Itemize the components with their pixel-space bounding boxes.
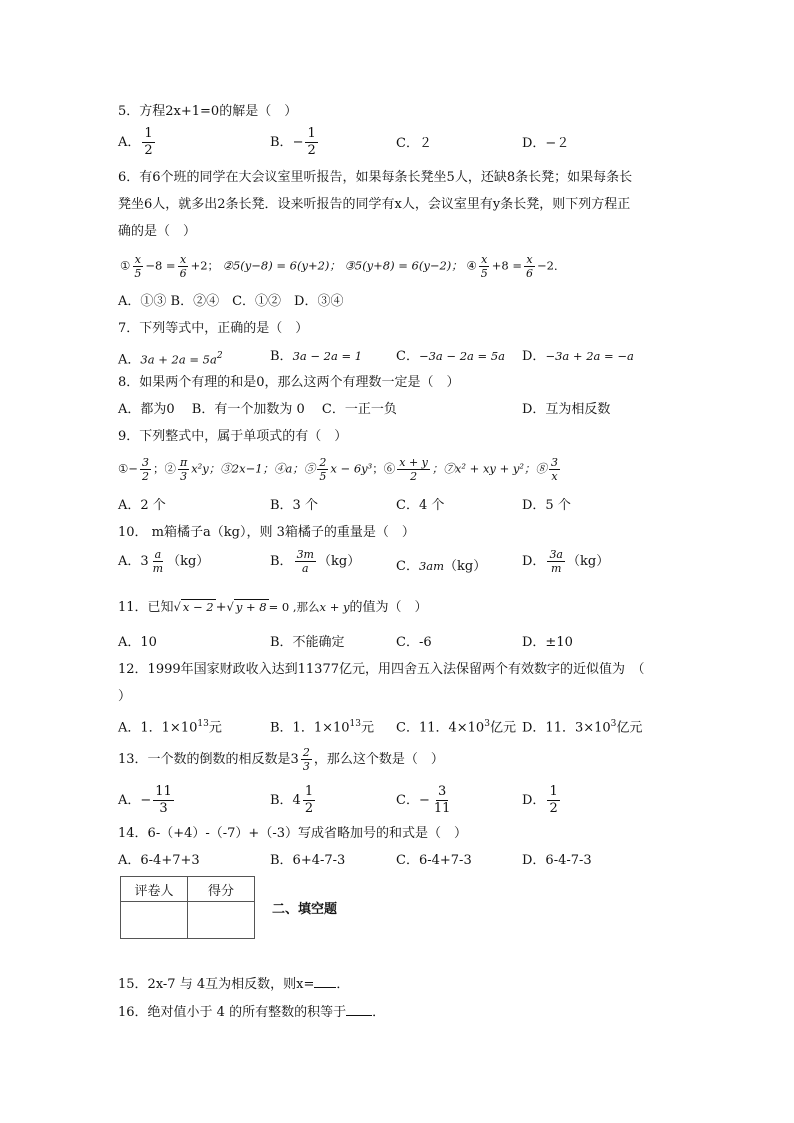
q5-option-a: A． $\frac{1}{2}$ <box>118 126 153 158</box>
q7-stem: 7．下列等式中，正确的是（ ） <box>118 321 309 336</box>
q9-option-b: B．3 个 <box>270 498 318 513</box>
q14-option-a: A．6-4+7+3 <box>118 853 200 868</box>
q7-option-c: C．−3a − 2a = 5a <box>396 349 506 364</box>
q6-line1: 6．有6个班的同学在大会议室里听报告，如果每条长凳坐5人，还缺8条长凳；如果每条长 <box>118 170 633 185</box>
q13-stem: 13．一个数的倒数的相反数是3 $\frac{2}{3}$ ，那么这个数是（ ） <box>118 746 444 773</box>
q7-option-d: D．−3a + 2a = −a <box>522 349 634 364</box>
q6-options: A．①③ B．②④ C．①② D．③④ <box>118 294 344 309</box>
q11-option-d: D．±10 <box>522 635 573 650</box>
q10-option-a: A．3 $\frac{a}{m}$ （kg） <box>118 548 210 575</box>
q10-option-d: D． $\frac{3a}{m}$ （kg） <box>522 548 610 575</box>
score-table <box>120 876 255 939</box>
q9-items: ①− $\frac{3}{2}$ ；② $\frac{\pi}{3}$ x²y；③2x−1；④a；⑤ $\frac{2}{5}$ x − 6y³；⑥ $\frac{x + y}{2}$ ；⑦x² + xy + y²；⑧ $\frac{3}{x}$ <box>118 456 558 483</box>
q12-line2: ） <box>118 689 132 704</box>
q9-stem: 9．下列整式中，属于单项式的有（ ） <box>118 429 348 444</box>
q11-stem: 11．已知√ x − 2 +√ y + 8 = 0 ,那么x + y的值为（ ） <box>118 600 428 615</box>
q10-stem: 10． m箱橘子a（kg），则 3箱橘子的重量是（ ） <box>118 525 415 540</box>
q16-stem: 16．绝对值小于 4 的所有整数的积等于 ． <box>118 1005 386 1020</box>
q11-option-b: B．不能确定 <box>270 635 345 650</box>
q11-option-a: A．10 <box>118 635 157 650</box>
q7-option-a: A．$3a + 2a = 5a^2$ <box>118 351 223 368</box>
q12-option-d: D．11．$3\times 10^3$亿元 <box>522 719 643 736</box>
q10-option-c: C．3am（kg） <box>396 559 487 574</box>
score-cell[interactable] <box>188 902 255 939</box>
q13-option-b: B．4 $\frac{1}{2}$ <box>270 784 314 816</box>
q6-equations: ① $\frac{x}{5}$ −8 = $\frac{x}{6}$ +2； ②5(y−8) = 6(y+2)； ③5(y+8) = 6(y−2)； ④ $\frac{x}{5}$ +8 = $\frac{x}{6}$ −2． <box>120 253 566 280</box>
q12-line1: 12．1999年国家财政收入达到11377亿元，用四舍五入法保留两个有效数字的近似值为 （ <box>118 662 645 677</box>
q5-option-d: D．−２ <box>522 136 570 151</box>
section-heading-fill-in: 二、填空题 <box>272 902 338 917</box>
q14-stem: 14．6-（+4）-（-7）+（-3）写成省略加号的和式是（ ） <box>118 826 467 841</box>
q8-options-abc: A．都为0 B．有一个加数为 0 C．一正一负 <box>118 402 397 417</box>
q11-option-c: C．-6 <box>396 635 432 650</box>
q15-stem: 15．2x-7 与 4互为相反数，则x= ． <box>118 977 350 992</box>
q5-option-b: B．− $\frac{1}{2}$ <box>270 126 316 158</box>
q5-option-c: C．２ <box>396 136 432 151</box>
q7-option-b: B．3a − 2a = 1 <box>270 349 363 364</box>
q14-option-c: C．6-4+7-3 <box>396 853 472 868</box>
q12-option-a: A．1．$1\times 10^{13}$元 <box>118 719 222 736</box>
q12-option-b: B．1．$1\times 10^{13}$元 <box>270 719 374 736</box>
q9-option-c: C．4 个 <box>396 498 445 513</box>
q10-option-b: B． $\frac{3m}{a}$ （kg） <box>270 548 361 575</box>
q6-line2: 凳坐6人，就多出2条长凳．设来听报告的同学有x人，会议室里有y条长凳，则下列方程正 <box>118 197 631 212</box>
q13-option-d: D． $\frac{1}{2}$ <box>522 784 558 816</box>
grader-header: 评卷人 <box>121 877 188 902</box>
grader-cell[interactable] <box>121 902 188 939</box>
score-header: 得分 <box>188 877 255 902</box>
q8-stem: 8．如果两个有理的和是0，那么这两个有理数一定是（ ） <box>118 375 460 390</box>
q13-option-a: A．− $\frac{11}{3}$ <box>118 784 172 816</box>
q12-option-c: C．11．$4\times 10^3$亿元 <box>396 719 516 736</box>
q16-answer-blank[interactable] <box>346 1003 372 1016</box>
q8-option-d: D．互为相反数 <box>522 402 611 417</box>
q6-line3: 确的是（ ） <box>118 224 197 239</box>
q15-answer-blank[interactable] <box>314 975 336 988</box>
q14-option-b: B．6+4-7-3 <box>270 853 346 868</box>
q5-stem: 5．方程2x+1=0的解是（ ） <box>118 104 298 119</box>
q14-option-d: D．6-4-7-3 <box>522 853 592 868</box>
q9-option-a: A．2 个 <box>118 498 166 513</box>
q13-option-c: C．− $\frac{3}{11}$ <box>396 784 451 816</box>
q9-option-d: D．5 个 <box>522 498 571 513</box>
